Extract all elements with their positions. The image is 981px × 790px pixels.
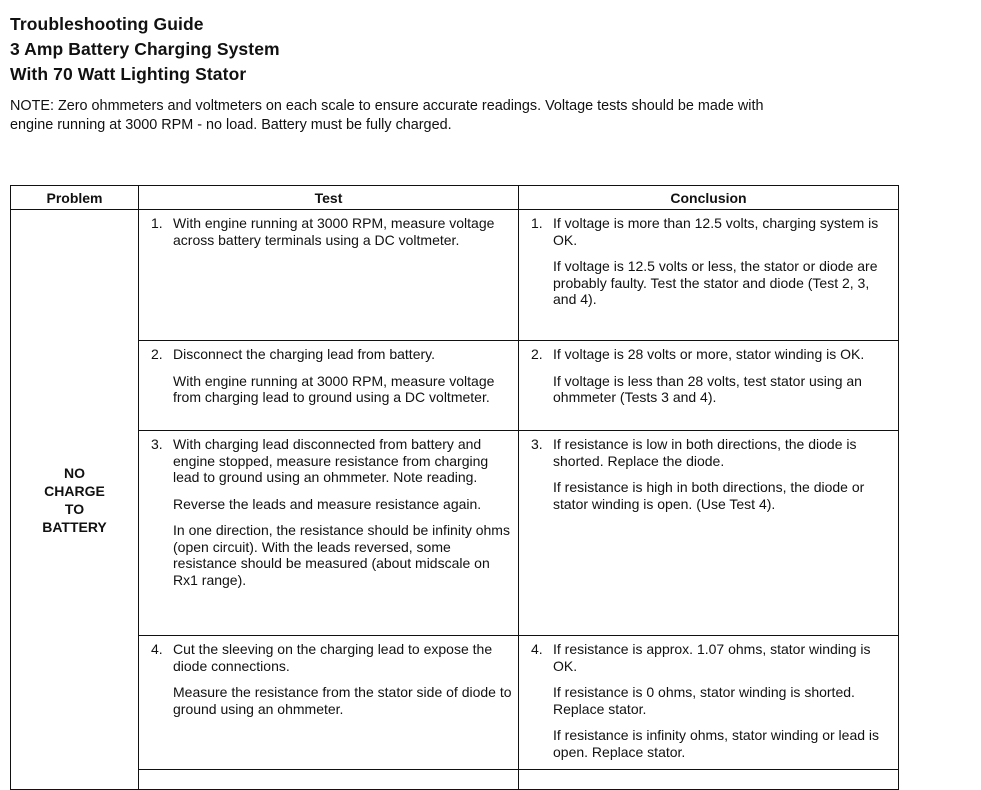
table-row [11,636,899,770]
step-number: 1. [151,215,163,231]
conclusion-text: If resistance is low in both directions, the diode is shorted. Replace the diode. [553,436,857,469]
step-number: 1. [531,215,543,231]
test-cell [139,636,519,770]
conclusion-text: If voltage is less than 28 volts, test stator using an ohmmeter (Tests 3 and 4). [553,372,862,405]
test-text: Cut the sleeving on the charging lead to expose the diode connections. [173,641,493,674]
problem-line: NO [64,464,85,481]
test-text: In one direction, the resistance should be infinity ohms (open circuit). With the leads reversed, some resistance should be measured (about midscale on Rx1 range). [173,522,510,588]
conclusion-cell [519,210,899,341]
test-text: With charging lead disconnected from battery and engine stopped, measure resistance from charging lead to ground using an ohmmeter. Note reading. [173,436,489,485]
conclusion-cell [519,770,899,790]
step-number: 2. [151,346,163,362]
conclusion-text: If voltage is more than 12.5 volts, charging system is OK. [553,215,879,248]
conclusion-text: If resistance is 0 ohms, stator winding is shorted. Replace stator. [553,684,855,717]
document-title [10,12,280,87]
conclusion-text: If voltage is 28 volts or more, stator winding is OK. [553,346,865,362]
title-line-3: With 70 Watt Lighting Stator [10,64,247,84]
header-test: Test [139,186,519,210]
conclusion-cell [519,431,899,636]
test-text: Disconnect the charging lead from battery. [173,346,435,362]
test-text: With engine running at 3000 RPM, measure voltage across battery terminals using a DC voltmeter. [173,215,495,248]
test-cell [139,341,519,431]
test-cell [139,210,519,341]
title-line-2: 3 Amp Battery Charging System [10,39,280,59]
header-problem: Problem [11,186,139,210]
table-row [11,341,899,431]
table-row [11,210,899,341]
conclusion-cell [519,636,899,770]
table-row [11,431,899,636]
table-row [11,770,899,790]
test-cell [139,770,519,790]
problem-cell [11,210,139,790]
conclusion-text: If resistance is approx. 1.07 ohms, stator winding is OK. [553,641,871,674]
conclusion-text: If voltage is 12.5 volts or less, the stator or diode are probably faulty. Test the stator and diode (Test 2, 3, and 4). [553,258,878,307]
problem-line: TO [64,500,85,517]
test-cell [139,431,519,636]
problem-line: CHARGE [44,482,105,499]
step-number: 2. [531,346,543,362]
table-header-row [11,186,899,210]
title-line-1: Troubleshooting Guide [10,14,204,34]
troubleshooting-table [10,185,899,790]
step-number: 3. [531,436,543,452]
test-text: Reverse the leads and measure resistance again. [173,495,482,512]
conclusion-cell [519,341,899,431]
test-text: With engine running at 3000 RPM, measure voltage from charging lead to ground using a DC voltmeter. [173,372,495,405]
conclusion-text: If resistance is high in both directions, the diode or stator winding is open. (Use Test 4). [553,479,865,512]
header-conclusion: Conclusion [519,186,899,210]
conclusion-text: If resistance is infinity ohms, stator winding or lead is open. Replace stator. [553,727,880,760]
step-number: 4. [151,641,163,657]
problem-line: BATTERY [42,518,107,535]
note-paragraph: NOTE: Zero ohmmeters and voltmeters on each scale to ensure accurate readings. Voltage tests should be made with engine running at 3000 RPM - no load. Battery must be fully charged. [10,98,764,133]
step-number: 4. [531,641,543,657]
test-text: Measure the resistance from the stator side of diode to ground using an ohmmeter. [173,684,512,717]
step-number: 3. [151,436,163,452]
